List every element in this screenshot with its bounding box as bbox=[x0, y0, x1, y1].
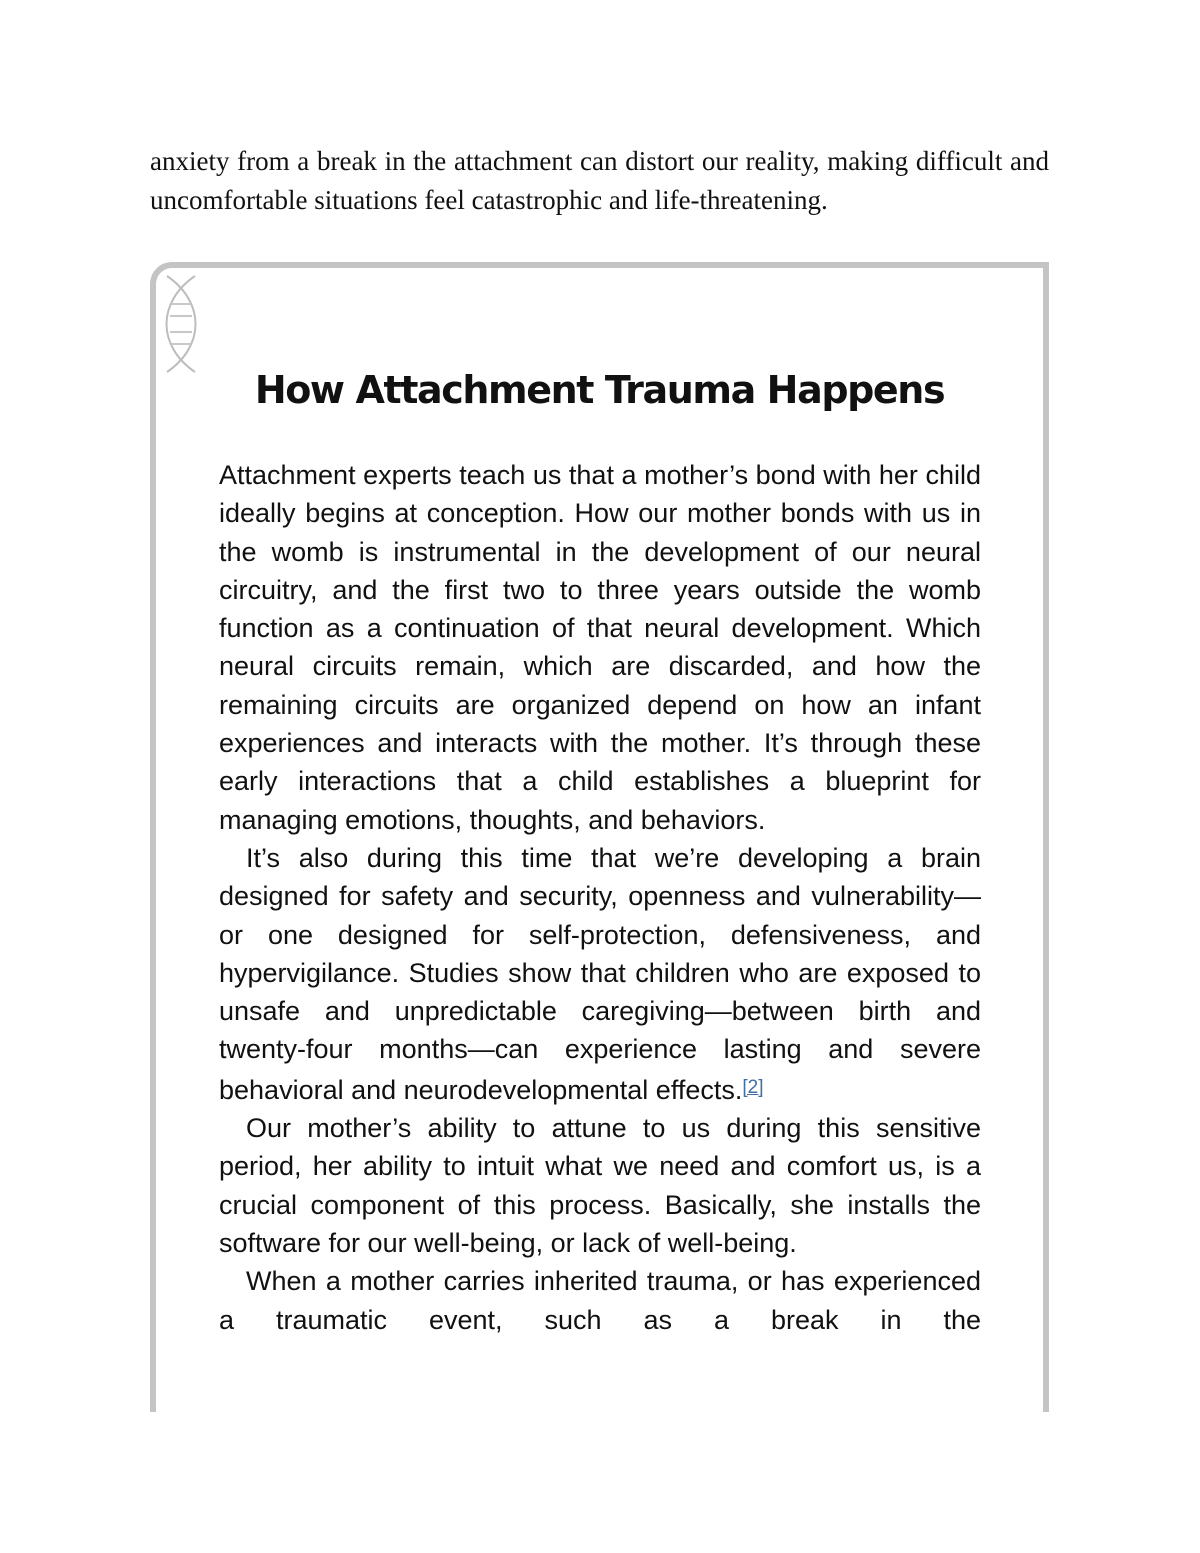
intro-paragraph: anxiety from a break in the attachment can distort our reality, making difficult and uncomfortable situations feel catastrophic and life-threatening. bbox=[150, 146, 1049, 215]
sidebar-box bbox=[150, 262, 1049, 1412]
sidebar-paragraph bbox=[219, 839, 981, 1109]
footnote-link[interactable]: [2] bbox=[742, 1076, 764, 1098]
sidebar-paragraph: When a mother carries inherited trauma, or has experienced a traumatic event, such as a break in the bbox=[219, 1266, 981, 1335]
sidebar-title: How Attachment Trauma Happens bbox=[254, 368, 945, 412]
dna-helix-icon bbox=[161, 274, 201, 374]
sidebar-body bbox=[219, 456, 981, 1339]
sidebar-paragraph: Our mother’s ability to attune to us during this sensitive period, her ability to intuit what we need and comfort us, is a crucial component of this process. Basically, she installs the software for our well-being, or lack of well-being. bbox=[219, 1113, 981, 1258]
sidebar-paragraph-text: It’s also during this time that we’re developing a brain designed for safety and security, openness and vulnerability—or one designed for self-protection, defensiveness, and hypervigilance. Studies show that children who are exposed to unsafe and unpredictable caregiving—between birth and twenty-four months—can experience lasting and severe behavioral and neurodevelopmental effects. bbox=[219, 842, 981, 1105]
sidebar-paragraph: Attachment experts teach us that a mother’s bond with her child ideally begins at conception. How our mother bonds with us in the womb is instrumental in the development of our neural circuitry, and the first two to three years outside the womb function as a continuation of that neural development. Which neural circuits remain, which are discarded, and how the remaining circuits are organized depend on how an infant experiences and interacts with the mother. It’s through these early interactions that a child establishes a blueprint for managing emotions, thoughts, and behaviors. bbox=[219, 460, 981, 835]
